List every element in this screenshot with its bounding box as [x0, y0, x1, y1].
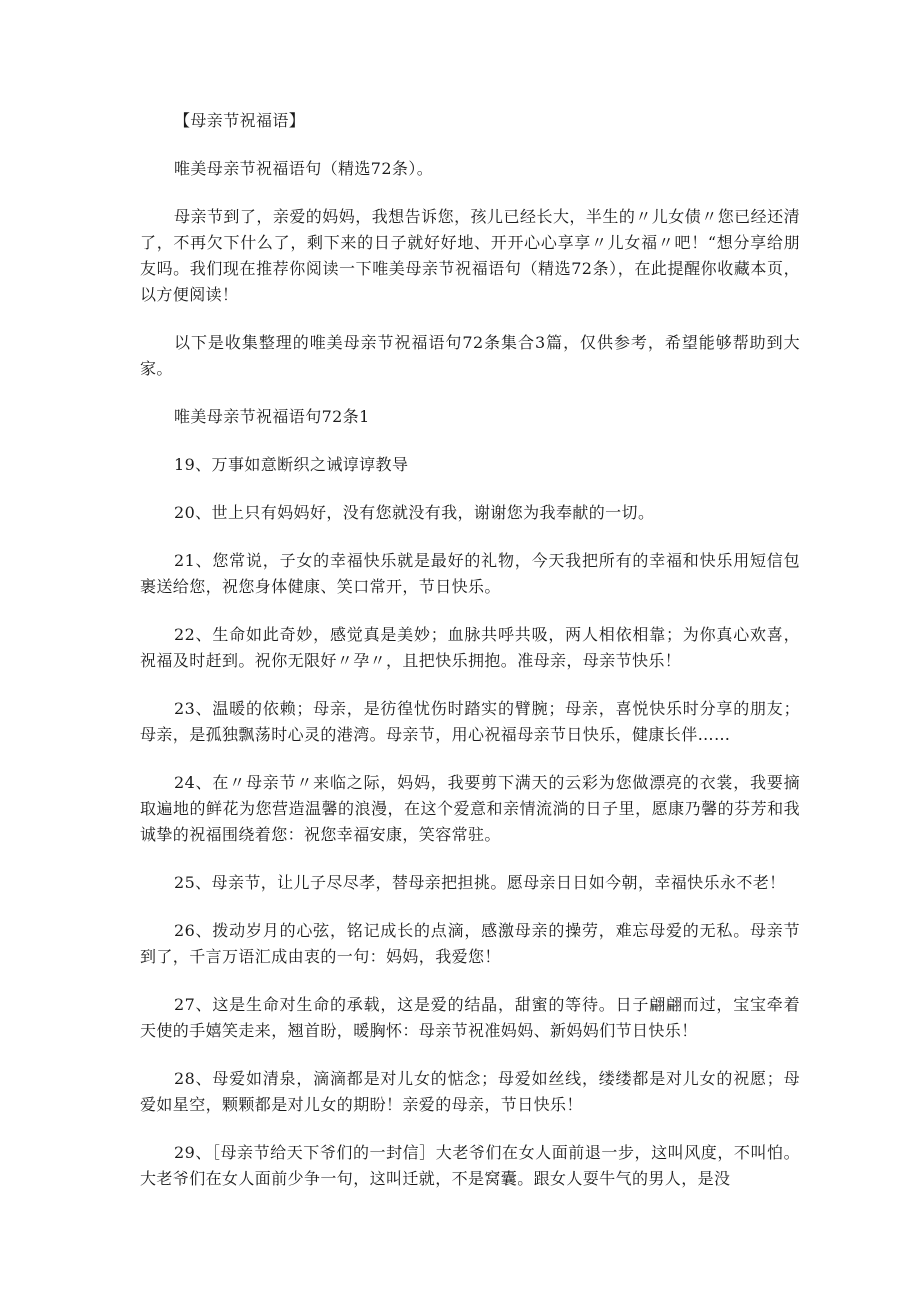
- list-item-26: 26、拨动岁月的心弦，铭记成长的点滴，感激母亲的操劳，难忘母爱的无私。母亲节到了，千言万语汇成由衷的一句：妈妈，我爱您！: [140, 921, 800, 966]
- list-item-28: 28、母爱如清泉，滴滴都是对儿女的惦念；母爱如丝线，缕缕都是对儿女的祝愿；母爱如星空，颗颗都是对儿女的期盼！亲爱的母亲，节日快乐！: [140, 1069, 800, 1114]
- list-item-19: 19、万事如意断织之诫谆谆教导: [174, 455, 409, 474]
- list-item-20: 20、世上只有妈妈好，没有您就没有我，谢谢您为我奉献的一切。: [174, 503, 655, 522]
- intro-paragraph-1: 母亲节到了，亲爱的妈妈，我想告诉您，孩儿已经长大，半生的〃儿女债〃您已经还清了，不再欠下什么了，剩下来的日子就好好地、开开心心享享〃儿女福〃吧！“想分享给朋友吗。我们现在推荐你阅读一下唯美母亲节祝福语句（精选72条），在此提醒你收藏本页，以方便阅读！: [140, 207, 800, 304]
- list-item-23: 23、温暖的依赖；母亲，是彷徨忧伤时踏实的臂腕；母亲，喜悦快乐时分享的朋友；母亲，是孤独飘荡时心灵的港湾。母亲节，用心祝福母亲节日快乐，健康长伴……: [140, 699, 800, 744]
- document-heading: 【母亲节祝福语】: [174, 111, 306, 130]
- section-title: 唯美母亲节祝福语句72条1: [174, 407, 370, 426]
- list-item-24: 24、在〃母亲节〃来临之际，妈妈，我要剪下满天的云彩为您做漂亮的衣裳，我要摘取遍地的鲜花为您营造温馨的浪漫，在这个爱意和亲情流淌的日子里，愿康乃馨的芬芳和我诚挚的祝福围绕着您：祝您幸福安康，笑容常驻。: [140, 773, 800, 844]
- list-item-22: 22、生命如此奇妙，感觉真是美妙；血脉共呼共吸，两人相依相靠；为你真心欢喜，祝福及时赶到。祝你无限好〃孕〃，且把快乐拥抱。准母亲，母亲节快乐！: [140, 625, 800, 670]
- document-page: [140, 108, 800, 1214]
- document-subtitle: 唯美母亲节祝福语句（精选72条）。: [174, 159, 434, 178]
- list-item-27: 27、这是生命对生命的承载，这是爱的结晶，甜蜜的等待。日子翩翩而过，宝宝牵着天使的手嬉笑走来，翘首盼，暖胸怀：母亲节祝准妈妈、新妈妈们节日快乐！: [140, 995, 800, 1040]
- list-item-25: 25、母亲节，让儿子尽尽孝，替母亲把担挑。愿母亲日日如今朝，幸福快乐永不老！: [174, 873, 786, 892]
- list-item-29: 29、［母亲节给天下爷们的一封信］大老爷们在女人面前退一步，这叫风度，不叫怕。大老爷们在女人面前少争一句，这叫迁就，不是窝囊。跟女人耍牛气的男人，是没: [140, 1143, 800, 1188]
- list-item-21: 21、您常说，子女的幸福快乐就是最好的礼物，今天我把所有的幸福和快乐用短信包裹送给您，祝您身体健康、笑口常开，节日快乐。: [140, 551, 800, 596]
- intro-paragraph-2: 以下是收集整理的唯美母亲节祝福语句72条集合3篇，仅供参考，希望能够帮助到大家。: [140, 333, 800, 378]
